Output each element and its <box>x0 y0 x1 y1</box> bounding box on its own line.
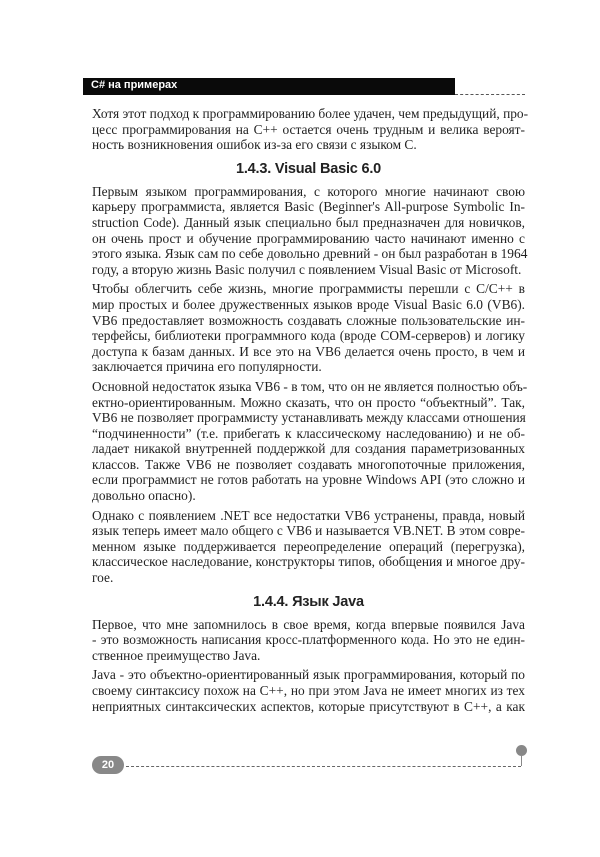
footer-ornament-stem <box>521 756 522 766</box>
text-line: Первое, что мне запомнилось в свое время, когда впервые появился Java <box>92 616 525 632</box>
text-line: ность возникновения ошибок из-за его связи с языком C. <box>92 137 417 153</box>
text-line: довольно опасно). <box>92 488 196 504</box>
text-line: ладает никакой внутренней поддержкой для создания параметризованных <box>92 441 525 457</box>
page-footer <box>92 756 525 774</box>
footer-divider <box>126 766 521 767</box>
text-line: гое. <box>92 570 114 586</box>
text-line: Чтобы облегчить себе жизнь, многие программисты перешли с C/C++ в <box>92 281 525 297</box>
text-line: язык теперь имеет мало общего с VB6 и называется VB.NET. В этом совре- <box>92 523 525 539</box>
page-number: 20 <box>92 756 124 774</box>
paragraph <box>92 378 528 504</box>
text-line: неприятных синтаксических аспектов, которые присутствуют в C++, а как <box>92 698 525 714</box>
paragraph <box>92 106 529 153</box>
text-line: если программист не готов работать на уровне Windows API (это сложно и <box>92 472 525 488</box>
footer-ornament-dot-icon <box>516 745 527 756</box>
text-line: году, а вторую жизнь Basic получил с появлением Visual Basic от Microsoft. <box>92 261 522 277</box>
text-line: он очень прост и обучение программированию часто начинают именно с <box>92 230 525 246</box>
text-line: VB6 предоставляет возможность создавать сложные пользовательские ин- <box>92 312 525 328</box>
paragraph <box>92 183 528 278</box>
text-line: “подчиненности” (т.е. прибегать к классическому наследованию) и не об- <box>92 425 525 441</box>
paragraph <box>92 508 525 586</box>
text-line: цесс программирования на C++ остается очень трудным и велика вероят- <box>92 121 525 137</box>
section-heading: 1.4.3. Visual Basic 6.0 <box>235 160 382 177</box>
text-line: менном языке поддерживается переопределение операций (перегрузка), <box>92 538 525 554</box>
running-header <box>83 78 455 95</box>
section-heading: 1.4.4. Язык Java <box>253 593 364 610</box>
text-line: Хотя этот подход к программированию более удачен, чем предыдущий, про- <box>92 106 529 121</box>
text-line: карьеру программиста, является Basic (Beginner's All-purpose Symbolic In- <box>92 199 525 215</box>
paragraph <box>92 281 525 375</box>
text-line: Java - это объектно-ориентированный язык программирования, который по <box>92 667 525 683</box>
text-line: Однако с появлением .NET все недостатки VB6 устранены, правда, новый <box>92 507 525 523</box>
header-divider <box>455 94 525 95</box>
paragraph <box>92 667 525 714</box>
text-line: своему синтаксису похож на C++, но при этом Java не имеет многих из тех <box>92 683 525 698</box>
text-line: заключается причина его популярности. <box>92 359 322 375</box>
text-line: Основной недостаток языка VB6 - в том, что он не является полностью объ- <box>92 378 528 394</box>
text-line: классов. Также VB6 не позволяет создавать многопоточные приложения, <box>92 456 525 472</box>
paragraph <box>92 617 525 664</box>
text-line: ственное преимущество Java. <box>92 647 261 663</box>
text-line: - это возможность написания кросс-платформенного кода. Но это не един- <box>92 632 525 648</box>
text-line: Первым языком программирования, с которого многие начинают свою <box>92 183 525 199</box>
text-line: ектно-ориентированным. Можно сказать, что он просто “объектный”. Так, <box>92 394 525 410</box>
text-line: struction Code). Данный язык специально был предназначен для новичков, <box>92 214 525 230</box>
text-line: доступа к базам данных. И все это на VB6 делается очень просто, в чем и <box>92 343 525 359</box>
text-line: мир простых и более дружественных языков вроде Visual Basic 6.0 (VB6). <box>92 296 525 312</box>
page-body <box>92 106 529 718</box>
text-line: терфейсы, библиотеки программного кода (вроде COM-серверов) и логику <box>92 328 525 344</box>
text-line: классическое наследование, конструкторы типов, обобщения и многое дру- <box>92 554 525 570</box>
running-title: C# на примерах <box>91 79 178 91</box>
text-line: VB6 не позволяет программисту устанавливать между классами отношения <box>92 410 526 426</box>
text-line: этого языка. Язык сам по себе довольно древний - он был разработан в 1964 <box>92 246 528 262</box>
